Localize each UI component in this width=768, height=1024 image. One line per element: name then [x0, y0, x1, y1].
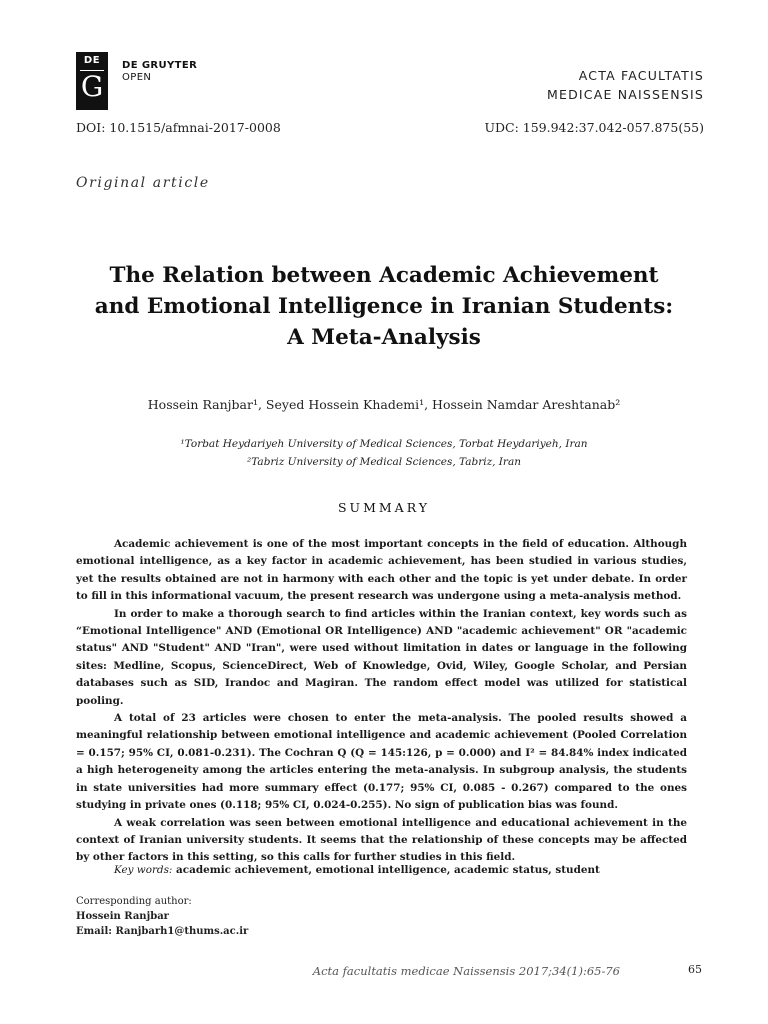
abstract	[76, 536, 687, 867]
publisher-name: DE GRUYTER	[122, 60, 198, 71]
article-type: Original article	[76, 175, 210, 191]
journal-name-line1: ACTA FACULTATIS	[578, 68, 704, 83]
abstract-paragraph: A weak correlation was seen between emotional intelligence and educational achievement in the context of Iranian university students. It seems that the relationship of these concepts may be affected by other factors in this setting, so this calls for further studies in this field.	[76, 816, 687, 864]
summary-heading: SUMMARY	[337, 500, 430, 515]
keywords-label: Key words:	[114, 864, 173, 876]
affiliation-2: ²Tabriz University of Medical Sciences, Tabriz, Iran	[247, 456, 521, 468]
abstract-paragraph: A total of 23 articles were chosen to enter the meta-analysis. The pooled results showed a meaningful relationship between emotional intelligence and academic achievement (Pooled Correlation = 0.157; 95% CI, 0.081-0.231). The Cochran Q (Q = 145:126, p = 0.000) and I² = 84.84% index indicated a high heterogeneity among the articles entering the meta-analysis. In subgroup analysis, the students in state universities had more summary effect (0.177; 95% CI, 0.085 - 0.267) compared to the ones studying in private ones (0.118; 95% CI, 0.024-0.255). No sign of publication bias was found.	[76, 712, 687, 812]
journal-citation-footer: Acta facultatis medicae Naissensis 2017;34(1):65-76	[312, 964, 620, 978]
udc: UDC: 159.942:37.042-057.875(55)	[484, 120, 704, 135]
corresponding-name: Hossein Ranjbar	[76, 911, 169, 922]
authors: Hossein Ranjbar¹, Seyed Hossein Khademi¹, Hossein Namdar Areshtanab²	[147, 397, 621, 412]
journal-name	[547, 66, 704, 104]
publisher-brand	[122, 60, 197, 84]
keywords-text: academic achievement, emotional intelligence, academic status, student	[176, 864, 600, 876]
title-line1: The Relation between Academic Achievement	[109, 263, 659, 288]
keywords	[114, 864, 600, 876]
corresponding-author	[76, 894, 248, 939]
abstract-paragraph: Academic achievement is one of the most important concepts in the field of education. Although emotional intelligence, as a key factor in academic achievement, has been studied in various studies, yet the results obtained are not in harmony with each other and the topic is yet under debate. In order to fill in this informational vacuum, the present research was undergone using a meta-analysis method.	[76, 538, 687, 603]
logo-de-text: DE	[83, 55, 101, 66]
affiliations	[60, 435, 708, 471]
publisher-sub: OPEN	[122, 72, 152, 83]
journal-name-line2: MEDICAE NAISSENSIS	[546, 87, 704, 102]
corresponding-label: Corresponding author:	[76, 896, 192, 907]
title-line2: and Emotional Intelligence in Iranian Students:	[94, 294, 674, 319]
doi: DOI: 10.1515/afmnai-2017-0008	[76, 120, 281, 135]
affiliation-1: ¹Torbat Heydariyeh University of Medical Sciences, Torbat Heydariyeh, Iran	[180, 438, 588, 450]
logo-g-text: G	[80, 70, 104, 103]
corresponding-email: Email: Ranjbarh1@thums.ac.ir	[76, 926, 249, 937]
title-line3: A Meta-Analysis	[287, 325, 481, 350]
publisher-logo	[76, 52, 108, 110]
page-number: 65	[688, 963, 702, 976]
paper-title	[60, 260, 708, 353]
abstract-paragraph: In order to make a thorough search to find articles within the Iranian context, key words such as “Emotional Intelligence" AND (Emotional OR Intelligence) AND "academic achievement" OR "academic status" AND "Student" AND "Iran", were used without limitation in dates or language in the following sites: Medline, Scopus, ScienceDirect, Web of Knowledge, Ovid, Wiley, Google Scholar, and Persian databases such as SID, Irandoc and Magiran. The random effect model was utilized for statistical pooling.	[76, 607, 687, 707]
